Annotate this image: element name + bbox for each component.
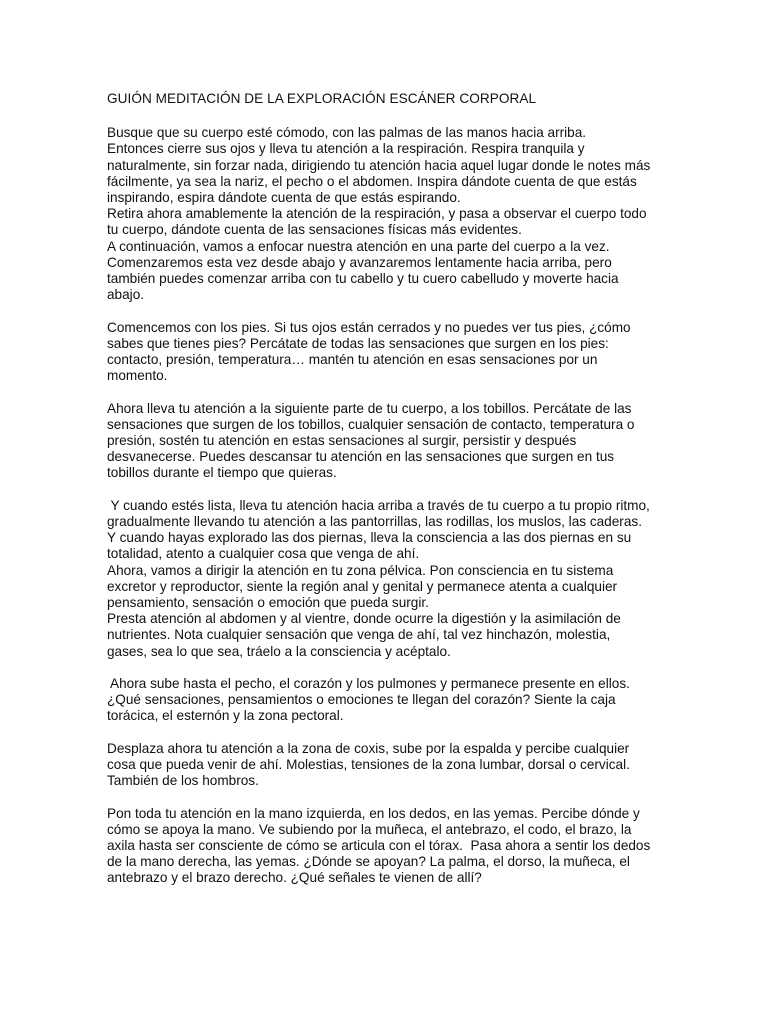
paragraph-line: Ahora, vamos a dirigir la atención en tu zona pélvica. Pon consciencia en tu sistema [107,562,614,578]
paragraph-line: Retira ahora amablemente la atención de la respiración, y pasa a observar el cuerpo todo [107,206,647,222]
paragraph-line: axila hasta ser consciente de cómo se articula con el tórax. Pasa ahora a sentir los dedos [107,838,651,854]
paragraph-feet [107,320,647,385]
paragraph-line: gradualmente llevando tu atención a las pantorrillas, las rodillas, los muslos, las caderas. [107,514,642,530]
paragraph-line: cosa que pueda venir de ahí. Molestias, tensiones de la zona lumbar, dorsal o cervical. [107,757,630,773]
paragraph-line: También de los hombros. [107,773,259,789]
paragraph-line: gases, sea lo que sea, tráelo a la consciencia y acéptalo. [107,643,451,659]
paragraph-line: sensaciones que surgen de los tobillos, cualquier sensación de contacto, temperatura o [107,416,635,432]
paragraph-line: desvanecerse. Puedes descansar tu atención en las sensaciones que surgen en tus [107,449,615,465]
paragraph-line: Y cuando hayas explorado las dos piernas, lleva la consciencia a las dos piernas en su [107,530,632,546]
paragraph-line: Entonces cierre sus ojos y lleva tu atención a la respiración. Respira tranquila y [107,141,585,157]
paragraph-line: presión, sostén tu atención en estas sensaciones al surgir, persistir y después [107,433,577,449]
paragraph-line: torácica, el esternón y la zona pectoral. [107,708,344,724]
paragraph-line: contacto, presión, temperatura… mantén tu atención en esas sensaciones por un [107,352,598,368]
paragraph-line: Presta atención al abdomen y al vientre, donde ocurre la digestión y la asimilación de [107,611,621,627]
paragraph-line: sabes que tienes pies? Percátate de todas las sensaciones que surgen en los pies: [107,335,609,351]
paragraph-line: totalidad, atento a cualquier cosa que venga de ahí. [107,546,420,562]
paragraph-line: ¿Qué sensaciones, pensamientos o emociones te llegan del corazón? Siente la caja [107,692,616,708]
paragraph-line: naturalmente, sin forzar nada, dirigiendo tu atención hacia aquel lugar donde le notes más [107,157,651,173]
document-title: GUIÓN MEDITACIÓN DE LA EXPLORACIÓN ESCÁNER CORPORAL [107,91,537,106]
paragraph-line: Comencemos con los pies. Si tus ojos están cerrados y no puedes ver tus pies, ¿cómo [107,319,631,335]
paragraph-line: Ahora sube hasta el pecho, el corazón y los pulmones y permanece presente en ellos. [107,676,630,692]
document-content [107,91,651,903]
paragraph-line: momento. [107,368,168,384]
paragraph-line: abajo. [107,287,145,303]
paragraph-line: nutrientes. Nota cualquier sensación que venga de ahí, tal vez hinchazón, molestia, [107,627,611,643]
paragraph-introduction [107,125,651,303]
paragraph-line: Busque que su cuerpo esté cómodo, con las palmas de las manos hacia arriba. [107,125,587,141]
paragraph-line: fácilmente, ya sea la nariz, el pecho o el abdomen. Inspira dándote cuenta de que estás [107,173,637,189]
paragraph-line: Y cuando estés lista, lleva tu atención hacia arriba a través de tu cuerpo a tu propio ritmo, [107,497,650,513]
paragraph-line: A continuación, vamos a enfocar nuestra atención en una parte del cuerpo a la vez. [107,238,610,254]
paragraph-line: de la mano derecha, las yemas. ¿Dónde se apoyan? La palma, el dorso, la muñeca, el [107,854,630,870]
paragraph-line: también puedes comenzar arriba con tu cabello y tu cuero cabelludo y moverte hacia [107,271,619,287]
paragraph-line: pensamiento, sensación o emoción que pueda surgir. [107,595,429,611]
paragraph-chest [107,676,647,725]
paragraph-line: inspirando, espira dándote cuenta de que estás espirando. [107,190,461,206]
paragraph-legs-pelvis-abdomen [107,497,650,660]
paragraph-line: cómo se apoya la mano. Ve subiendo por la muñeca, el antebrazo, el codo, el brazo, la [107,821,632,837]
paragraph-line: Comenzaremos esta vez desde abajo y avanzaremos lentamente hacia arriba, pero [107,254,612,270]
paragraph-line: excretor y reproductor, siente la región anal y genital y permanece atenta a cualquier [107,578,618,594]
paragraph-ankles [107,401,647,482]
paragraph-line: Desplaza ahora tu atención a la zona de coxis, sube por la espalda y percibe cualquier [107,740,630,756]
paragraph-line: Pon toda tu atención en la mano izquierda, en los dedos, en las yemas. Percibe dónde y [107,805,640,821]
paragraph-back [107,741,647,790]
paragraph-line: Ahora lleva tu atención a la siguiente parte de tu cuerpo, a los tobillos. Percátate de las [107,400,632,416]
paragraph-hands-arms [107,805,651,887]
paragraph-line: tu cuerpo, dándote cuenta de las sensaciones físicas más evidentes. [107,222,522,238]
paragraph-line: antebrazo y el brazo derecho. ¿Qué señales te vienen de allí? [107,870,482,886]
paragraph-line: tobillos durante el tiempo que quieras. [107,465,337,481]
